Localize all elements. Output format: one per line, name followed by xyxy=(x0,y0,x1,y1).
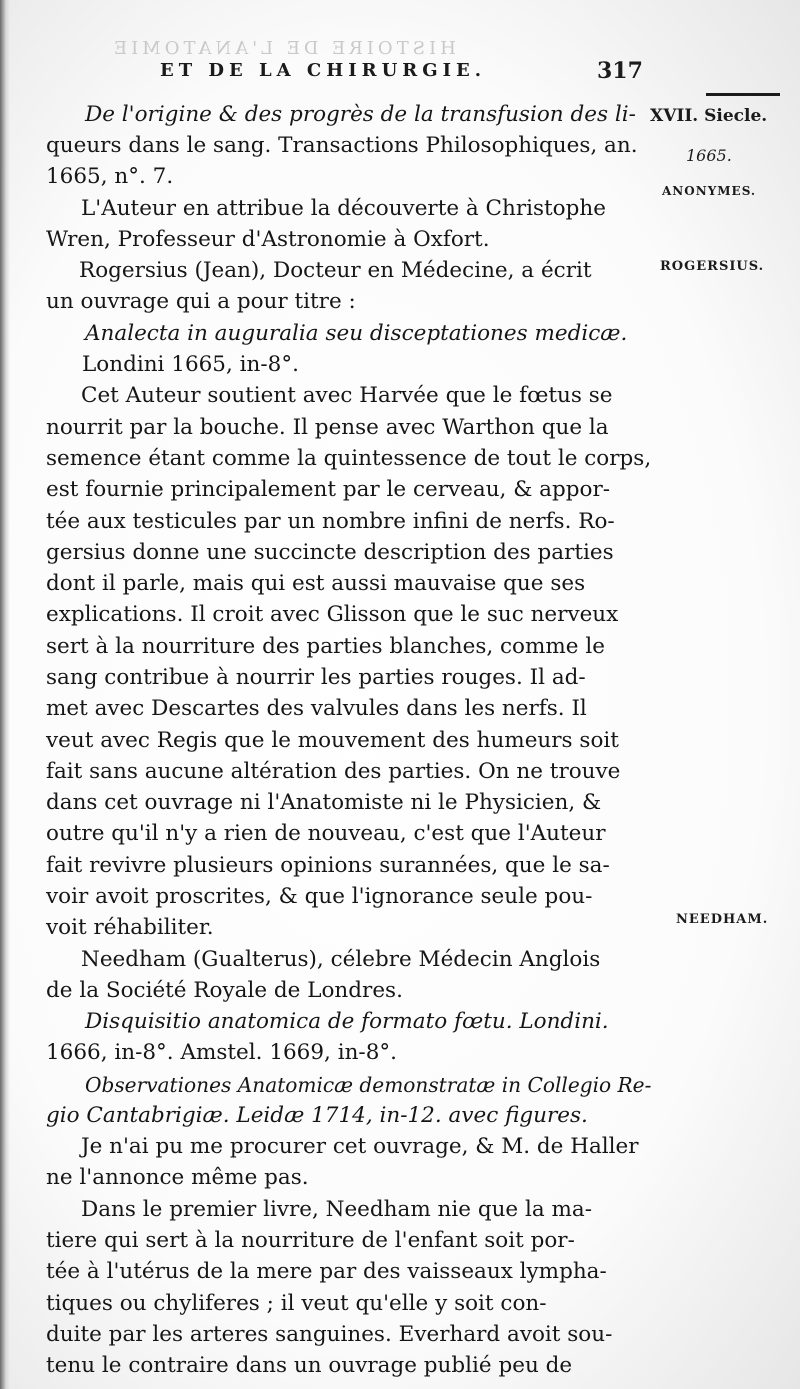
body-line: 1665, n°. 7. xyxy=(46,164,174,189)
body-line: gersius donne une succincte description des parties xyxy=(46,540,614,565)
body-line: Disquisitio anatomica de formato fœtu. Londini. xyxy=(85,1009,609,1034)
body-line: tée à l'utérus de la mere par des vaisseaux lympha- xyxy=(46,1259,607,1284)
body-line: est fournie principalement par le cerveau, & appor- xyxy=(46,477,611,502)
body-line: Cet Auteur soutient avec Harvée que le fœtus se xyxy=(81,383,613,408)
margin-note-century: XVII. Siecle. xyxy=(650,106,768,126)
body-line: Dans le premier livre, Needham nie que la ma- xyxy=(81,1197,592,1222)
body-line: ne l'annonce même pas. xyxy=(46,1165,309,1190)
body-line: voit réhabiliter. xyxy=(46,915,214,940)
margin-note-rogersius: ROGERSIUS. xyxy=(660,259,765,274)
page-number: 317 xyxy=(597,58,643,84)
body-line: Observationes Anatomicæ demonstratæ in Collegio Re- xyxy=(85,1073,652,1097)
body-line: voir avoit proscrites, & que l'ignorance seule pou- xyxy=(46,884,593,909)
body-line: un ouvrage qui a pour titre : xyxy=(46,289,356,314)
body-line: queurs dans le sang. Transactions Philosophiques, an. xyxy=(46,133,638,158)
body-line: 1666, in-8°. Amstel. 1669, in-8°. xyxy=(46,1040,397,1065)
body-line: fait sans aucune altération des parties. On ne trouve xyxy=(46,759,621,784)
body-line: duite par les arteres sanguines. Everhard avoit sou- xyxy=(46,1322,613,1347)
body-line: sang contribue à nourrir les parties rouges. Il ad- xyxy=(46,665,586,690)
body-line: explications. Il croit avec Glisson que le suc nerveux xyxy=(46,602,619,627)
body-line: tée aux testicules par un nombre infini de nerfs. Ro- xyxy=(46,509,615,534)
body-line: Londini 1665, in-8°. xyxy=(82,352,299,377)
body-line: nourrit par la bouche. Il pense avec Warthon que la xyxy=(46,415,609,440)
body-line: gio Cantabrigiæ. Leidæ 1714, in-12. avec figures. xyxy=(46,1103,588,1128)
body-line: Analecta in auguralia seu disceptationes medicæ. xyxy=(85,321,628,346)
body-line: Je n'ai pu me procurer cet ouvrage, & M. de Haller xyxy=(81,1134,639,1159)
body-line: dans cet ouvrage ni l'Anatomiste ni le Physicien, & xyxy=(46,790,602,815)
body-line: sert à la nourriture des parties blanches, comme le xyxy=(46,634,605,659)
body-line: veut avec Regis que le mouvement des humeurs soit xyxy=(46,728,619,753)
body-line: Rogersius (Jean), Docteur en Médecine, a écrit xyxy=(79,258,592,283)
body-line: Wren, Professeur d'Astronomie à Oxfort. xyxy=(46,227,490,252)
body-line: fait revivre plusieurs opinions surannées, que le sa- xyxy=(46,853,610,878)
body-line: tiere qui sert à la nourriture de l'enfant soit por- xyxy=(46,1228,575,1253)
body-line: Needham (Gualterus), célebre Médecin Anglois xyxy=(81,947,601,972)
body-line: met avec Descartes des valvules dans les nerfs. Il xyxy=(46,696,587,721)
body-line: dont il parle, mais qui est aussi mauvaise que ses xyxy=(46,571,586,596)
bleed-through-text: HISTOIRE DE L'ANATOMIE xyxy=(110,38,456,59)
body-line: L'Auteur en attribue la découverte à Christophe xyxy=(81,196,606,221)
body-line: de la Société Royale de Londres. xyxy=(46,978,403,1003)
margin-note-year: 1665. xyxy=(686,146,732,165)
body-line: tenu le contraire dans un ouvrage publié peu de xyxy=(46,1353,573,1378)
body-line: semence étant comme la quintessence de tout le corps, xyxy=(46,446,652,471)
body-line: outre qu'il n'y a rien de nouveau, c'est que l'Auteur xyxy=(46,821,606,846)
running-head: ET DE LA CHIRURGIE. xyxy=(160,60,487,81)
body-line: tiques ou chyliferes ; il veut qu'elle y soit con- xyxy=(46,1291,547,1316)
margin-note-anonymes: ANONYMES. xyxy=(662,184,757,198)
margin-note-needham: NEEDHAM. xyxy=(676,912,769,927)
body-line: De l'origine & des progrès de la transfusion des li- xyxy=(85,102,636,127)
